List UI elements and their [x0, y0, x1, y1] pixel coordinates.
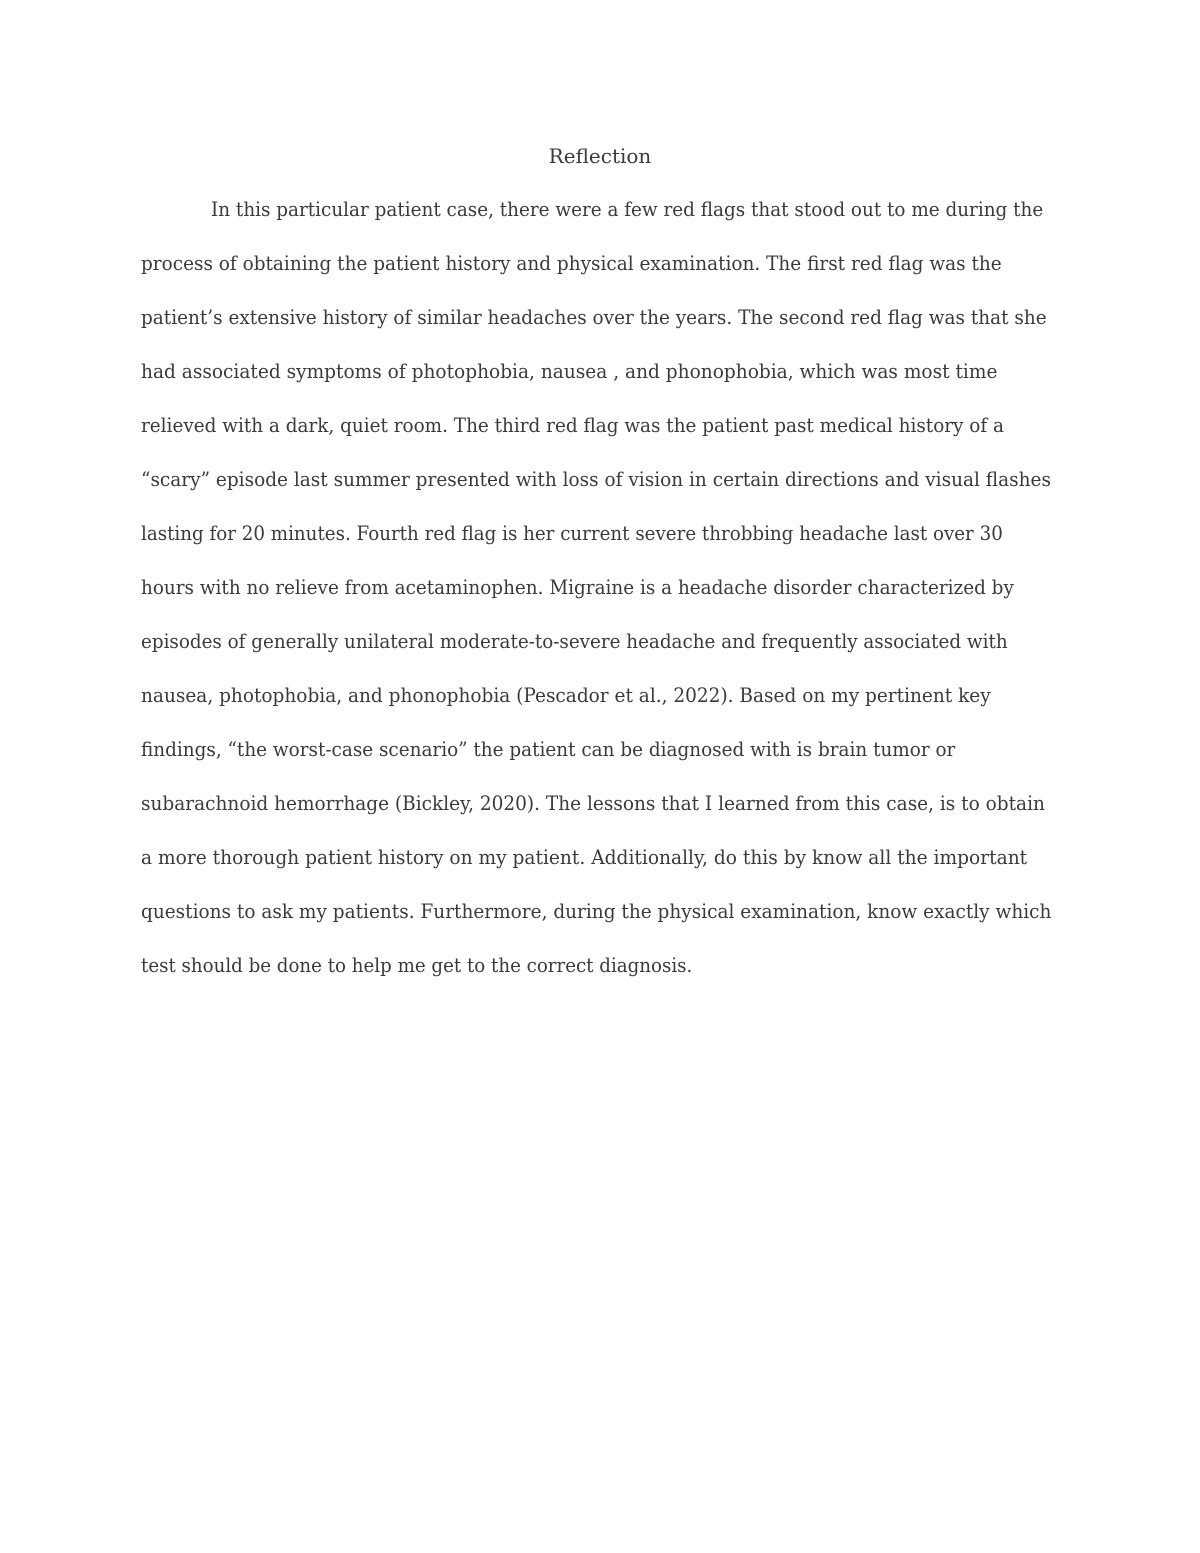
- paragraph-line: patient’s extensive history of similar headaches over the years. The second red flag was that she: [141, 306, 1047, 329]
- paragraph-line: had associated symptoms of photophobia, nausea , and phonophobia, which was most time: [141, 360, 998, 383]
- paragraph-line: findings, “the worst-case scenario” the patient can be diagnosed with is brain tumor or: [141, 738, 956, 761]
- paragraph-line: hours with no relieve from acetaminophen. Migraine is a headache disorder characterized by: [141, 576, 1014, 599]
- paragraph-line: a more thorough patient history on my patient. Additionally, do this by know all the important: [141, 846, 1028, 869]
- paragraph-line: “scary” episode last summer presented with loss of vision in certain directions and visual flashes: [141, 468, 1051, 491]
- paragraph-line: lasting for 20 minutes. Fourth red flag is her current severe throbbing headache last over 30: [141, 522, 1003, 545]
- paragraph-line: test should be done to help me get to the correct diagnosis.: [141, 954, 693, 977]
- paragraph-line: relieved with a dark, quiet room. The third red flag was the patient past medical history of a: [141, 414, 1004, 437]
- paragraph-line: questions to ask my patients. Furthermore, during the physical examination, know exactly which: [141, 900, 1052, 923]
- paragraph-line: process of obtaining the patient history and physical examination. The first red flag was the: [141, 252, 1002, 275]
- paragraph-line: episodes of generally unilateral moderate-to-severe headache and frequently associated with: [141, 630, 1008, 653]
- document-title: Reflection: [548, 144, 652, 168]
- paragraph-line: nausea, photophobia, and phonophobia (Pescador et al., 2022). Based on my pertinent key: [141, 684, 991, 707]
- paragraph-line: subarachnoid hemorrhage (Bickley, 2020). The lessons that I learned from this case, is to obtain: [141, 792, 1045, 815]
- paragraph-line: In this particular patient case, there were a few red flags that stood out to me during the: [211, 198, 1044, 221]
